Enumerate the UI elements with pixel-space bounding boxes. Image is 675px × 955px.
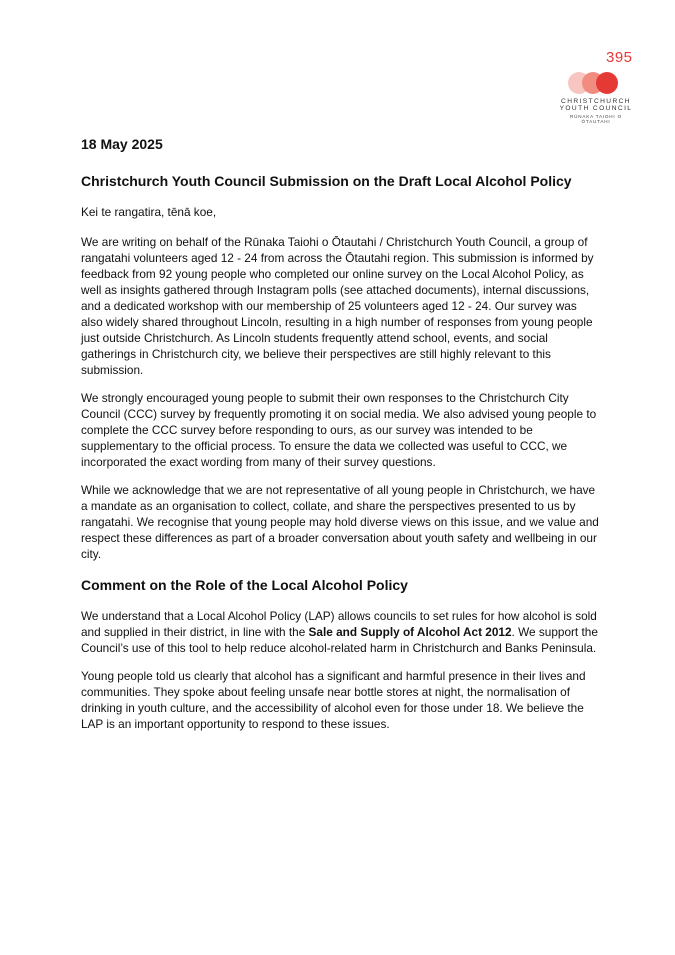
logo-subtitle (556, 114, 636, 124)
page-number: 395 (606, 49, 633, 66)
youth-council-logo (556, 70, 636, 130)
logo-sub-line2: ŌTAUTAHI (581, 119, 611, 124)
lap-text-before: We understand that a Local Alcohol Policy (LAP) allows councils to set rules for how alcohol is sold and supplied in their district, in line with the (81, 609, 597, 639)
logo-title-line2: YOUTH COUNCIL (559, 105, 633, 112)
logo-title-line1: CHRISTCHURCH (561, 98, 631, 105)
paragraph-lap-role (81, 608, 601, 656)
paragraph-survey: We strongly encouraged young people to submit their own responses to the Christchurch City Council (CCC) survey by frequently promoting it on social media. We also advised young people to complete the CCC survey before responding to ours, as our survey was intended to be supplementary to the official process. To ensure the data we collected was useful to CCC, we incorporated the exact wording from many of their survey questions. (81, 391, 597, 469)
paragraph-youth-harm: Young people told us clearly that alcohol has a significant and harmful presence in their lives and communities. They spoke about feeling unsafe near bottle stores at night, the normalisation of drinking in youth culture, and the accessibility of alcohol even for those under 18. We believe the LAP is an important opportunity to respond to these issues. (81, 669, 586, 731)
logo-circle-dark (596, 72, 618, 94)
document-title: Christchurch Youth Council Submission on the Draft Local Alcohol Policy (81, 173, 572, 189)
section-heading: Comment on the Role of the Local Alcohol Policy (81, 577, 408, 593)
logo-circles-icon (568, 72, 628, 94)
paragraph-intro: We are writing on behalf of the Rūnaka Taiohi o Ōtautahi / Christchurch Youth Council, a group of rangatahi volunteers aged 12 - 24 from across the Ōtautahi region. This submission is informed by feedback from 92 young people who completed our online survey on the Local Alcohol Policy, as well as insights gathered through Instagram polls (see attached documents), internal discussions, and a dedicated workshop with our membership of 25 volunteers aged 12 - 24. Our survey was also widely shared throughout Lincoln, resulting in a high number of responses from young people just outside Christchurch. As Lincoln students frequently attend school, events, and social gatherings in Christchurch city, we believe their perspectives are still highly relevant to this submission. (81, 235, 594, 377)
document-date: 18 May 2025 (81, 136, 163, 152)
lap-text-after: . We support the Council’s use of this tool to help reduce alcohol-related harm in Christchurch and Banks Peninsula. (81, 625, 598, 655)
logo-sub-line1: RŪNAKA TAIOHI O (570, 114, 622, 119)
paragraph-mandate: While we acknowledge that we are not representative of all young people in Christchurch, we have a mandate as an organisation to collect, collate, and share the perspectives presented to us by rangatahi. We recognise that young people may hold diverse views on this issue, and we value and respect these differences as part of a broader conversation about youth safety and wellbeing in our city. (81, 483, 599, 561)
salutation: Kei te rangatira, tēnā koe, (81, 205, 217, 219)
act-name: Sale and Supply of Alcohol Act 2012 (308, 625, 512, 639)
logo-title (556, 98, 636, 112)
document-body (81, 136, 601, 744)
